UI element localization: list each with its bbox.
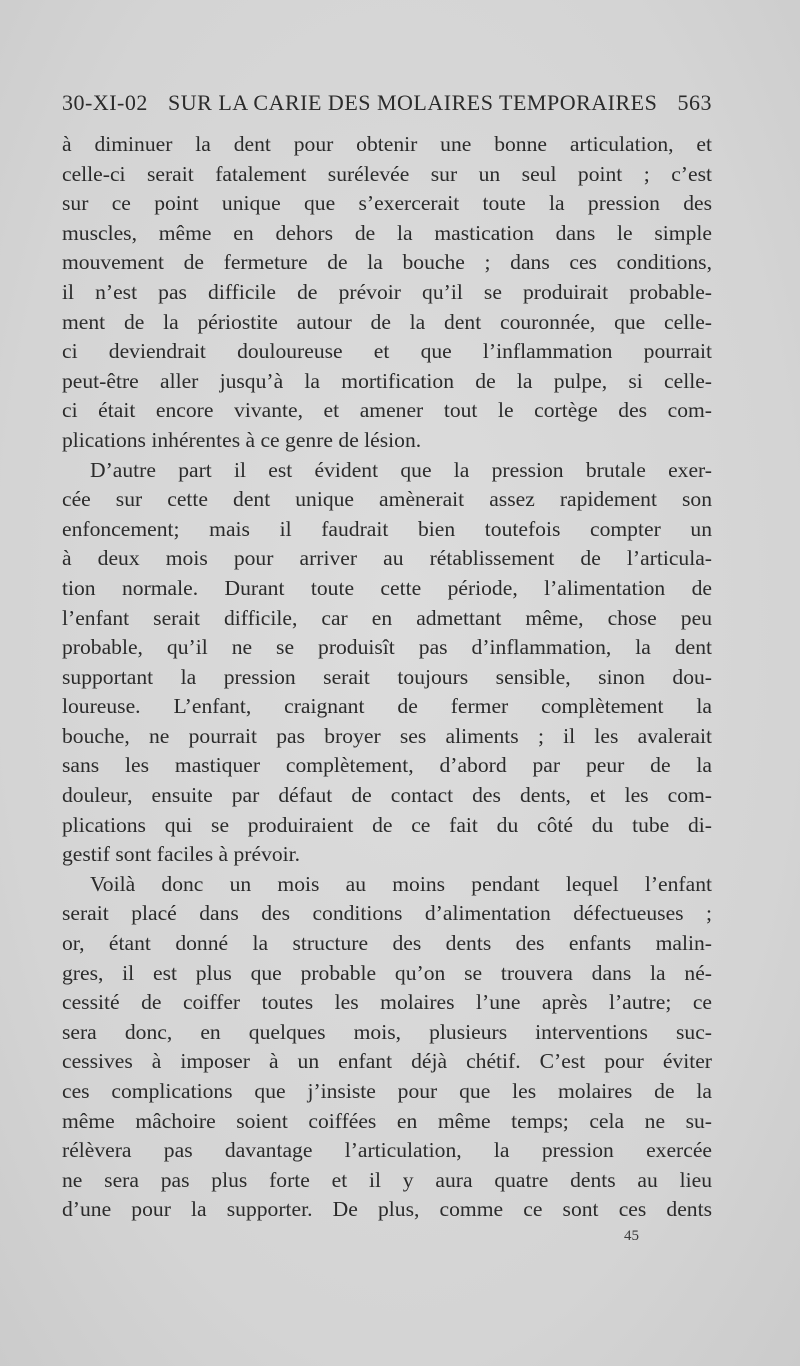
text-line: muscles, même en dehors de la mastication dans le simple bbox=[62, 220, 712, 245]
text-line: peut-être aller jusqu’à la mortification de la pulpe, si celle- bbox=[62, 368, 712, 393]
text-line: supportant la pression serait toujours sensible, sinon dou- bbox=[62, 664, 712, 689]
text-line: cessité de coiffer toutes les molaires l’une après l’autre; ce bbox=[62, 990, 712, 1015]
page-number: 563 bbox=[677, 90, 712, 115]
text-line: plications qui se produiraient de ce fait du côté du tube di- bbox=[62, 812, 712, 837]
text-line: rélèvera pas davantage l’articulation, la pression exercée bbox=[62, 1138, 712, 1163]
body-text bbox=[62, 130, 712, 1225]
text-line: plications inhérentes à ce genre de lésion. bbox=[62, 427, 422, 452]
text-line: probable, qu’il ne se produisît pas d’inflammation, la dent bbox=[62, 635, 712, 660]
text-line: celle-ci serait fatalement surélevée sur un seul point ; c’est bbox=[62, 161, 712, 186]
text-line: ment de la périostite autour de la dent couronnée, que celle- bbox=[62, 309, 712, 334]
text-line: enfoncement; mais il faudrait bien toutefois compter un bbox=[62, 516, 712, 541]
text-line: loureuse. L’enfant, craignant de fermer complètement la bbox=[62, 694, 712, 719]
text-line: cée sur cette dent unique amènerait assez rapidement son bbox=[62, 487, 712, 512]
text-line: serait placé dans des conditions d’alimentation défectueuses ; bbox=[62, 901, 712, 926]
text-line: or, étant donné la structure des dents des enfants malin- bbox=[62, 931, 712, 956]
text-line: à diminuer la dent pour obtenir une bonne articulation, et bbox=[62, 132, 712, 156]
text-line: sur ce point unique que s’exercerait toute la pression des bbox=[62, 191, 712, 216]
text-line: sans les mastiquer complètement, d’abord par peur de la bbox=[62, 753, 712, 778]
text-line: gestif sont faciles à prévoir. bbox=[62, 842, 301, 867]
text-line: ci deviendrait douloureuse et que l’inflammation pourrait bbox=[62, 339, 712, 364]
text-line: tion normale. Durant toute cette période, l’alimentation de bbox=[62, 575, 712, 600]
text-line: D’autre part il est évident que la pression brutale exer- bbox=[90, 457, 712, 482]
text-line: cessives à imposer à un enfant déjà chétif. C’est pour éviter bbox=[62, 1049, 712, 1074]
text-line: à deux mois pour arriver au rétablissement de l’articula- bbox=[62, 546, 712, 571]
text-line: il n’est pas difficile de prévoir qu’il se produirait probable- bbox=[62, 279, 712, 304]
text-line: bouche, ne pourrait pas broyer ses aliments ; il les avalerait bbox=[62, 723, 712, 748]
running-head-date: 30-XI-02 bbox=[62, 90, 148, 115]
signature-mark: 45 bbox=[624, 1228, 639, 1244]
text-line: mouvement de fermeture de la bouche ; dans ces conditions, bbox=[62, 250, 712, 275]
text-line: gres, il est plus que probable qu’on se trouvera dans la né- bbox=[62, 960, 712, 985]
running-head bbox=[62, 90, 712, 124]
text-line: l’enfant serait difficile, car en admettant même, chose peu bbox=[62, 605, 712, 630]
text-line: Voilà donc un mois au moins pendant lequel l’enfant bbox=[90, 871, 712, 896]
text-line: ne sera pas plus forte et il y aura quatre dents au lieu bbox=[62, 1167, 712, 1192]
text-line: d’une pour la supporter. De plus, comme ce sont ces dents bbox=[62, 1197, 712, 1222]
running-head-title: SUR LA CARIE DES MOLAIRES TEMPORAIRES bbox=[168, 90, 658, 115]
text-line: douleur, ensuite par défaut de contact des dents, et les com- bbox=[62, 783, 712, 808]
text-line: même mâchoire soient coiffées en même temps; cela ne su- bbox=[62, 1108, 712, 1133]
text-line: ci était encore vivante, et amener tout le cortège des com- bbox=[62, 398, 712, 423]
text-line: ces complications que j’insiste pour que les molaires de la bbox=[62, 1079, 712, 1103]
text-line: sera donc, en quelques mois, plusieurs interventions suc- bbox=[62, 1019, 712, 1044]
